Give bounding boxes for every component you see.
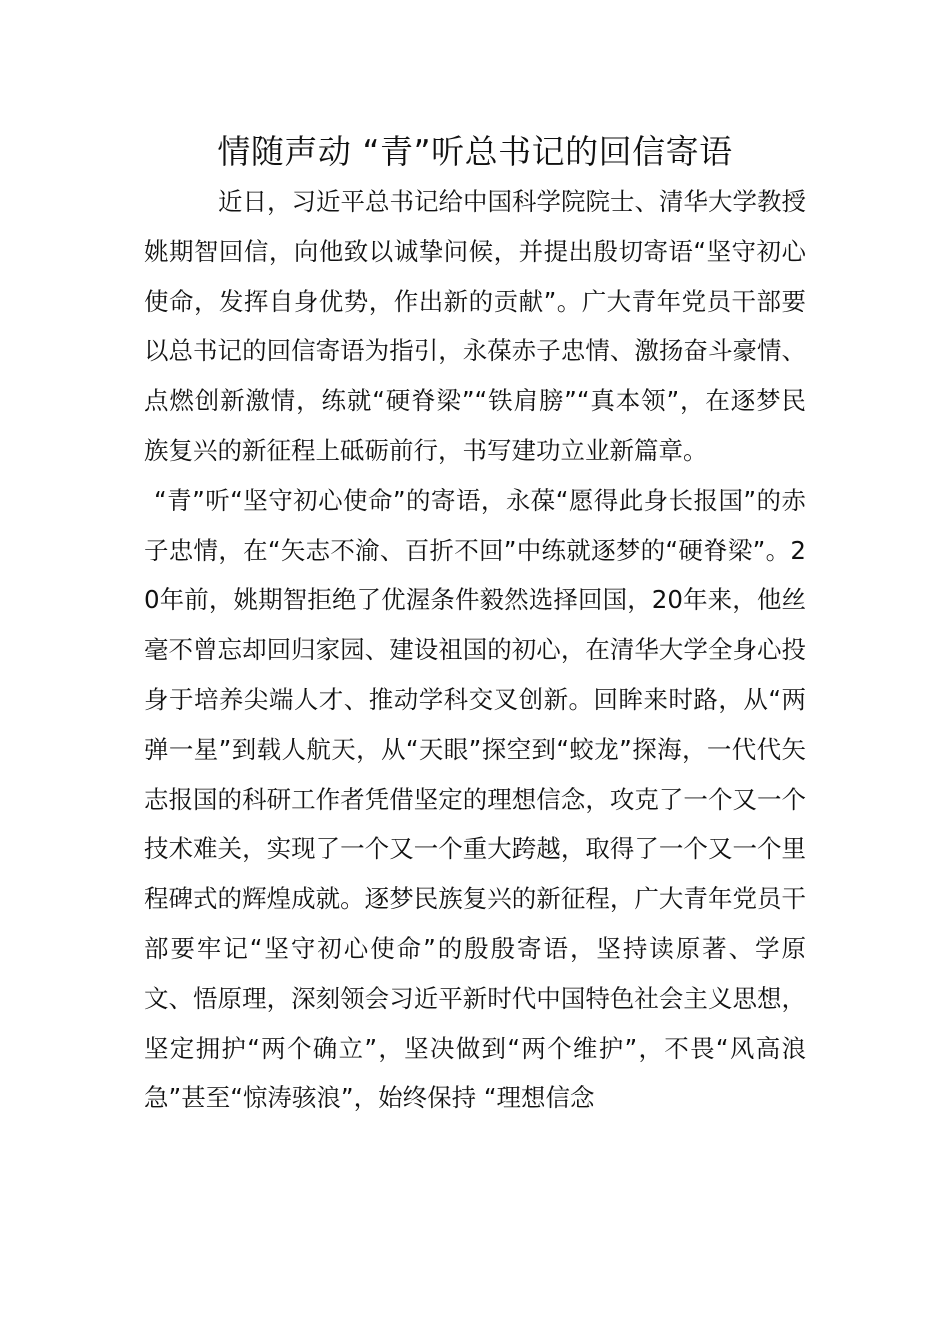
- document-title: 情随声动 “青”听总书记的回信寄语: [217, 132, 733, 171]
- paragraph-1: 近日，习近平总书记给中国科学院院士、清华大学教授姚期智回信，向他致以诚挚问候，并提出殷切寄语“坚守初心使命，发挥自身优势，作出新的贡献”。广大青年党员干部要以总书记的回信寄语为指引，永葆赤子忠情、激扬奋斗豪情、点燃创新激情，练就“硬脊梁”“铁肩膀”“真本领”，在逐梦民族复兴的新征程上砥砺前行，书写建功立业新篇章。: [144, 187, 806, 465]
- document-body: [144, 177, 806, 1123]
- paragraph-2: “青”听“坚守初心使命”的寄语，永葆“愿得此身长报国”的赤子忠情，在“矢志不渝、百折不回”中练就逐梦的“硬脊梁”。20年前，姚期智拒绝了优渥条件毅然选择回国，20年来，他丝毫不曾忘却回归家园、建设祖国的初心，在清华大学全身心投身于培养尖端人才、推动学科交叉创新。回眸来时路，从“两弹一星”到载人航天，从“天眼”探空到“蛟龙”探海，一代代矢志报国的科研工作者凭借坚定的理想信念，攻克了一个又一个技术难关，实现了一个又一个重大跨越，取得了一个又一个里程碑式的辉煌成就。逐梦民族复兴的新征程，广大青年党员干部要牢记“坚守初心使命”的殷殷寄语，坚持读原著、学原文、悟原理，深刻领会习近平新时代中国特色社会主义思想，坚定拥护“两个确立”，坚决做到“两个维护”，不畏“风高浪急”甚至“惊涛骇浪”，始终保持 “理想信念: [144, 485, 806, 1113]
